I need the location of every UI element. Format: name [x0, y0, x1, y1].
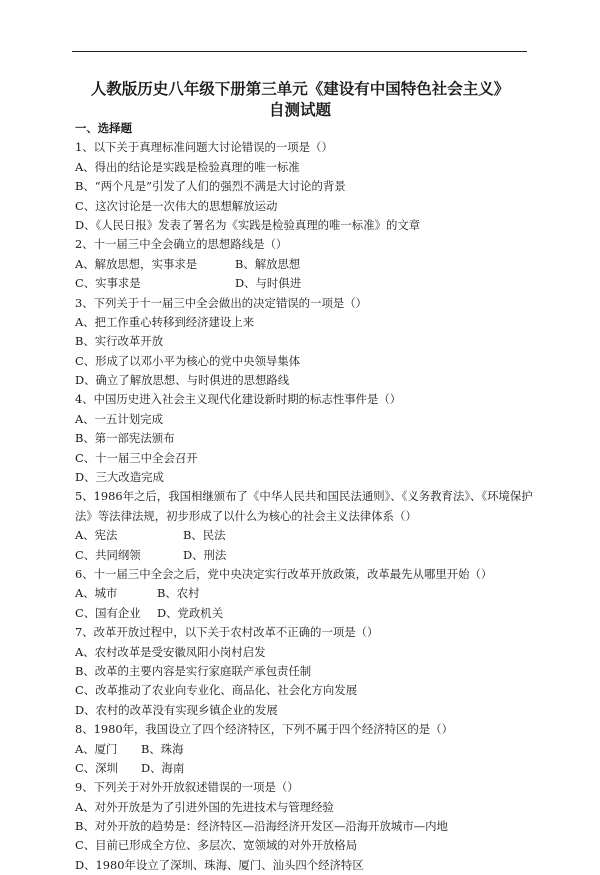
header-rule	[72, 51, 527, 52]
answer-option: A、厦门	[75, 741, 118, 756]
answer-option: A、解放思想，实事求是	[75, 256, 198, 271]
answer-option: D、三大改造完成	[75, 470, 164, 485]
question-stem: 2、十一届三中全会确立的思想路线是（）	[75, 237, 288, 252]
page-title: 人教版历史八年级下册第三单元《建设有中国特色社会主义》	[90, 80, 510, 98]
answer-option: D、党政机关	[157, 605, 224, 620]
answer-option: A、城市	[75, 586, 118, 601]
answer-option: A、得出的结论是实践是检验真理的唯一标准	[75, 159, 300, 174]
question-stem: 5、1986年之后，我国相继颁布了《中华人民共和国民法通则》、《义务教育法》、《环境保护	[75, 489, 533, 504]
answer-option: D、1980年设立了深圳、珠海、厦门、汕头四个经济特区	[75, 857, 364, 872]
question-stem: 3、下列关于十一届三中全会做出的决定错误的一项是（）	[75, 295, 368, 310]
answer-option: C、改革推动了农业向专业化、商品化、社会化方向发展	[75, 683, 358, 698]
question-stem: 6、十一届三中全会之后，党中央决定实行改革开放政策，改革最先从哪里开始（）	[75, 566, 493, 581]
option-row	[75, 526, 545, 545]
answer-option: B、“两个凡是”引发了人们的强烈不满是大讨论的背景	[75, 179, 346, 194]
answer-option: A、宪法	[75, 528, 118, 543]
answer-option: B、第一部宪法颁布	[75, 431, 175, 446]
answer-option: B、对外开放的趋势是：经济特区—沿海经济开发区—沿海开放城市—内地	[75, 819, 448, 834]
answer-option: B、珠海	[141, 741, 184, 756]
question-stem-continued: 法》等法律法规，初步形成了以什么为核心的社会主义法律体系（）	[75, 508, 417, 523]
question-stem: 8、1980年，我国设立了四个经济特区，下列不属于四个经济特区的是（）	[75, 722, 453, 737]
answer-option: D、《人民日报》发表了署名为《实践是检验真理的唯一标准》的文章	[75, 217, 421, 232]
answer-option: A、把工作重心转移到经济建设上来	[75, 314, 255, 329]
answer-option: B、实行改革开放	[75, 334, 164, 349]
option-row	[75, 546, 545, 565]
answer-option: A、农村改革是受安徽凤阳小岗村启发	[75, 644, 266, 659]
section-heading: 一、选择题	[75, 121, 132, 135]
answer-option: C、目前已形成全方位、多层次、宽领域的对外开放格局	[75, 838, 358, 853]
question-stem: 7、改革开放过程中，以下关于农村改革不正确的一项是（）	[75, 625, 379, 640]
question-stem: 1、以下关于真理标准问题大讨论错误的一项是（）	[75, 140, 333, 155]
answer-option: C、十一届三中全会召开	[75, 450, 198, 465]
answer-option: B、改革的主要内容是实行家庭联产承包责任制	[75, 663, 312, 678]
option-row	[75, 584, 545, 603]
answer-option: D、海南	[141, 760, 185, 775]
answer-option: B、解放思想	[235, 256, 301, 271]
option-row	[75, 759, 545, 778]
answer-option: C、深圳	[75, 760, 118, 775]
option-row	[75, 604, 545, 623]
answer-option: D、确立了解放思想、与时俱进的思想路线	[75, 373, 290, 388]
answer-option: D、农村的改革没有实现乡镇企业的发展	[75, 702, 278, 717]
option-row	[75, 274, 545, 293]
answer-option: C、共同纲领	[75, 547, 141, 562]
document-body	[75, 119, 545, 875]
answer-option: A、对外开放是为了引进外国的先进技术与管理经验	[75, 799, 334, 814]
page-subtitle: 自测试题	[268, 101, 331, 119]
answer-option: B、民法	[183, 528, 226, 543]
answer-option: D、刑法	[183, 547, 227, 562]
question-stem: 9、下列关于对外开放叙述错误的一项是（）	[75, 780, 299, 795]
option-row	[75, 740, 545, 759]
question-stem: 4、中国历史进入社会主义现代化建设新时期的标志性事件是（）	[75, 392, 402, 407]
answer-option: D、与时俱进	[235, 276, 302, 291]
answer-option: A、一五计划完成	[75, 411, 163, 426]
answer-option: B、农村	[157, 586, 200, 601]
answer-option: C、形成了以邓小平为核心的党中央领导集体	[75, 353, 301, 368]
option-row	[75, 255, 545, 274]
answer-option: C、国有企业	[75, 605, 141, 620]
answer-option: C、实事求是	[75, 276, 141, 291]
answer-option: C、这次讨论是一次伟大的思想解放运动	[75, 198, 278, 213]
